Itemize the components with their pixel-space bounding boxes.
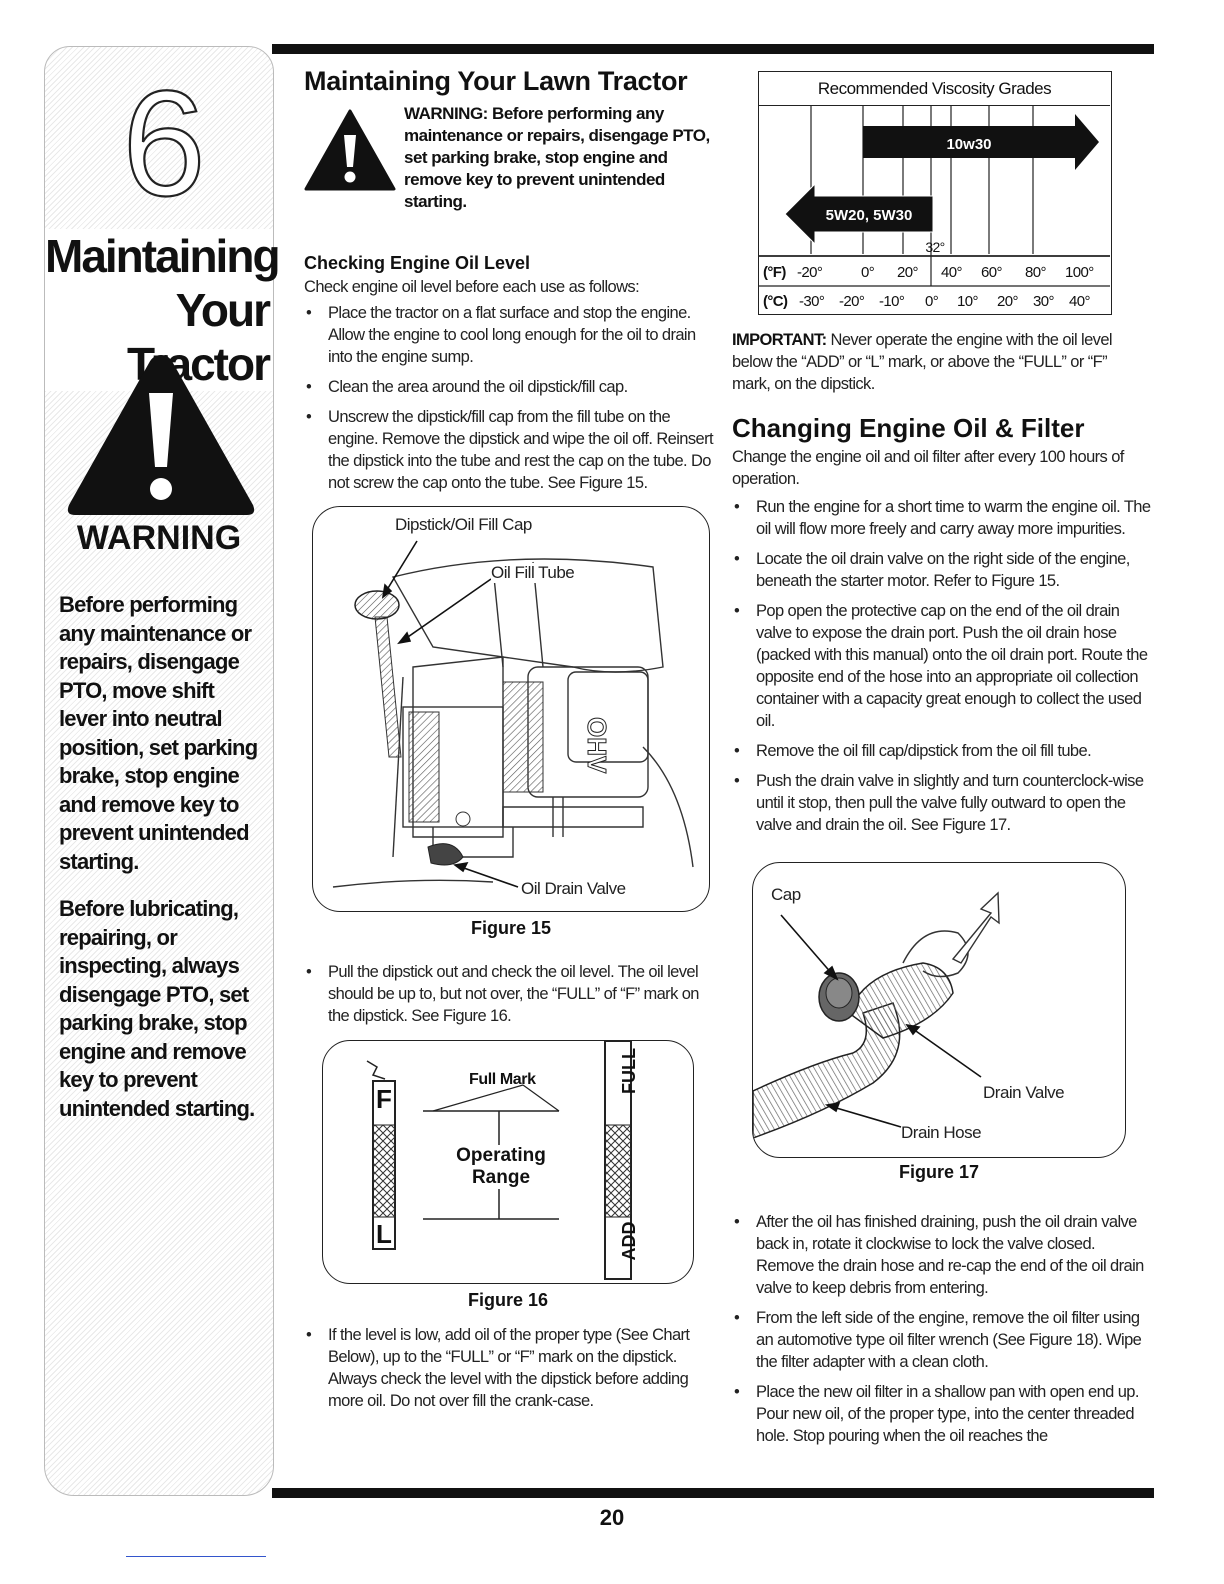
section-heading-oil-filter: Changing Engine Oil & Filter [732, 413, 1085, 443]
f-value: 20° [897, 264, 918, 281]
list-item: • Push the drain valve in slightly and turn counterclock-wise until it stop, then pull the valve fully outward to open the valve and drain the oil. See Figure 17. [732, 770, 1152, 836]
drain-valve-illustration [753, 863, 1126, 1158]
warning-text-2: Before lubricating, repairing, or inspecting, always disengage PTO, set parking brake, stop engine and remove key to prevent unintended starting. [59, 896, 255, 1121]
bullet-list [304, 961, 704, 1035]
list-item: • Locate the oil drain valve on the right side of the engine, beneath the starter motor. Refer to Figure 15. [732, 548, 1152, 592]
f-value: 80° [1025, 264, 1046, 281]
figure-15-box [312, 506, 710, 912]
important-note [732, 329, 1148, 395]
label-full-mark: Full Mark [469, 1071, 536, 1088]
figure-17-caption: Figure 17 [898, 1162, 980, 1182]
label-dipstick-cap: Dipstick/Oil Fill Cap [395, 515, 532, 534]
list-item: • From the left side of the engine, remove the oil filter using an automotive type oil filter wrench (See Figure 18). Wipe the filter adapter with a clean cloth. [732, 1307, 1150, 1373]
word-add: ADD [619, 1221, 639, 1261]
warning-text: WARNING: Before performing any maintenance or repairs, disengage PTO, set parking brake, stop engine and remove key to prevent unintended starting. [404, 104, 710, 211]
warning-triangle-icon [304, 109, 396, 191]
list-item: • Unscrew the dipstick/fill cap from the fill tube on the engine. Remove the dipstick and wipe the oil off. Reinsert the dipstick into the tube and rest the cap on the tube. Do not screw the cap onto the tube. See Figure 15. [304, 406, 714, 494]
intro-text: Change the engine oil and oil filter after every 100 hours of operation. [732, 448, 1124, 488]
bullet-list [732, 496, 1152, 836]
c-value: 30° [1033, 293, 1054, 310]
label-cap: Cap [771, 885, 801, 904]
grade-10w30: 10w30 [946, 136, 992, 153]
bullet-list [732, 1211, 1150, 1455]
f-value: 0° [861, 264, 875, 281]
list-item: • Place the tractor on a flat surface and stop the engine. Allow the engine to cool long enough for the oil to drain into the engine sump. [304, 302, 714, 368]
c-value: -20° [839, 293, 865, 310]
figure-16-box [322, 1040, 694, 1284]
viscosity-title: Recommended Viscosity Grades [759, 72, 1110, 106]
chapter-number [119, 67, 209, 217]
grade-5w20-5w30: 5W20, 5W30 [825, 207, 913, 224]
top-rule [272, 44, 1154, 54]
label-operating: Operating [456, 1145, 546, 1166]
engine-brand-text: OHV [582, 717, 612, 774]
label-range: Range [471, 1167, 531, 1188]
c-value: 40° [1069, 293, 1090, 310]
figure-16-caption: Figure 16 [467, 1290, 549, 1310]
subheading-oil-level: Checking Engine Oil Level [304, 253, 531, 273]
viscosity-chart [758, 71, 1112, 315]
list-item: • Place the new oil filter in a shallow pan with open end up. Pour new oil, of the proper type, into the center threaded hole. Stop pouring when the oil reaches the [732, 1381, 1150, 1447]
bottom-rule [272, 1488, 1154, 1498]
column-left [304, 66, 714, 502]
list-item: • If the level is low, add oil of the proper type (See Chart Below), up to the “FULL” or “F” mark on the dipstick. Always check the level with the dipstick before adding more oil. Do not over fill the crank-case. [304, 1324, 694, 1412]
label-drain-hose: Drain Hose [901, 1123, 982, 1142]
list-item: • Pull the dipstick out and check the oil level. The oil level should be up to, but not over, the “FULL” of “F” mark on the dipstick. See Figure 16. [304, 961, 704, 1027]
page-number: 20 [599, 1505, 625, 1530]
chapter-title-line2: Your Tractor [127, 284, 269, 390]
intro-text: Check engine oil level before each use as follows: [304, 278, 640, 296]
bullet-list [304, 1324, 694, 1420]
c-value: -30° [799, 293, 825, 310]
list-item: • Clean the area around the oil dipstick/fill cap. [304, 376, 714, 398]
f-value: 40° [941, 264, 962, 281]
word-full: FULL [619, 1048, 639, 1094]
label-oil-fill-tube: Oil Fill Tube [491, 563, 575, 582]
important-text: Never operate the engine with the oil level below the “ADD” or “L” mark, or above the “FULL” or “F” mark, on the dipstick. [732, 331, 1112, 393]
label-drain-valve: Drain Valve [983, 1083, 1065, 1102]
section-title: Maintaining Your Lawn Tractor [304, 66, 688, 96]
f-value: 60° [981, 264, 1002, 281]
list-item: • Remove the oil fill cap/dipstick from the oil fill tube. [732, 740, 1152, 762]
footer-link-line [126, 1556, 266, 1557]
chapter-title-line1: Maintaining [45, 230, 279, 282]
row-c-label: (°C) [763, 293, 788, 310]
c-value: -10° [879, 293, 905, 310]
f-value: -20° [797, 264, 823, 281]
f-value: 100° [1065, 264, 1094, 281]
label-operating-range [441, 1145, 561, 1189]
c-value: 20° [997, 293, 1018, 310]
figure-17-box [752, 862, 1126, 1158]
warning-block [304, 103, 714, 253]
figure-15-caption: Figure 15 [470, 918, 552, 938]
svg-text:6: 6 [122, 67, 206, 217]
list-item: • Run the engine for a short time to warm the engine oil. The oil will flow more freely and carry away more impurities. [732, 496, 1152, 540]
warning-triangle-icon [63, 349, 259, 521]
mark-32: 32° [925, 239, 945, 255]
chapter-sidebar [44, 46, 279, 1496]
bullet-list [304, 302, 714, 494]
important-label: IMPORTANT: [732, 331, 827, 349]
list-item: • After the oil has finished draining, push the oil drain valve back in, rotate it clockwise to lock the valve closed. Remove the drain hose and re-cap the end of the oil drain valve to keep debris from entering. [732, 1211, 1150, 1299]
c-value: 10° [957, 293, 978, 310]
column-right [732, 413, 1152, 844]
letter-l: L [376, 1219, 392, 1249]
letter-f: F [376, 1084, 392, 1114]
label-oil-drain-valve: Oil Drain Valve [521, 879, 626, 898]
row-f-label: (°F) [763, 264, 786, 281]
c-value: 0° [925, 293, 939, 310]
warning-text-1: Before performing any maintenance or repairs, disengage PTO, move shift lever into neutral position, set parking brake, stop engine and remove key to prevent unintended starting. [59, 592, 258, 874]
list-item: • Pop open the protective cap on the end of the oil drain valve to expose the drain port. Push the oil drain hose (packed with this manual) onto the oil drain port. Route the opposite end of the hose into an appropriate oil collection container with a capacity great enough to collect the used oil. [732, 600, 1152, 732]
viscosity-grid [759, 106, 1110, 313]
warning-heading: WARNING [76, 519, 242, 557]
